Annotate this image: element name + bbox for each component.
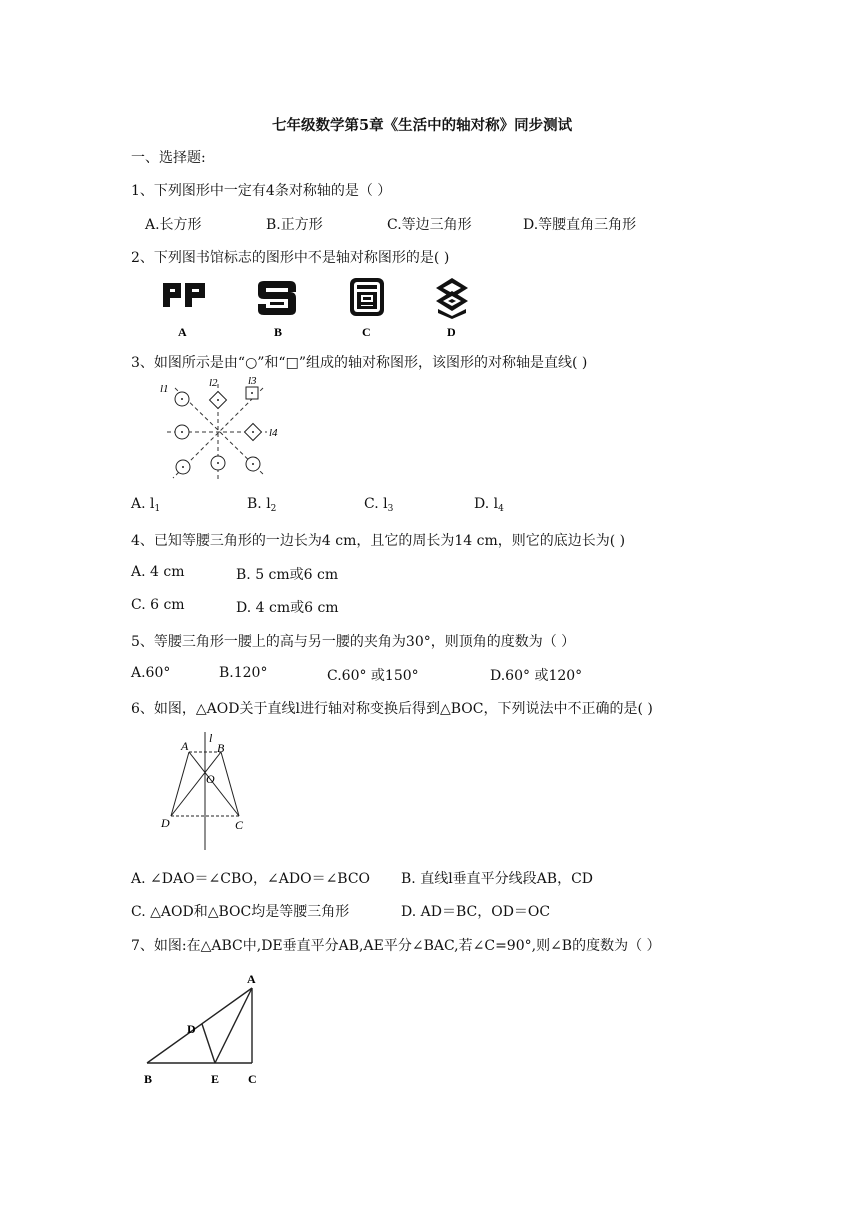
question-5-stem: 5、等腰三角形一腰上的高与另一腰的夹角为30°，则顶角的度数为（ ） — [131, 634, 576, 650]
q6-label-b: B — [217, 741, 225, 755]
question-7-stem: 7、如图:在△ABC中,DE垂直平分AB,AE平分∠BAC,若∠C=90°,则∠B的度数为（ ） — [131, 938, 661, 954]
q6-label-c: C — [235, 818, 244, 832]
q6-label-d: D — [161, 816, 170, 830]
q7-label-c: C — [248, 1072, 257, 1086]
q5-option-b[interactable]: B.120° — [219, 665, 268, 681]
q3-symmetry-figure — [155, 376, 295, 488]
q6-option-a[interactable]: A. ∠DAO＝∠CBO，∠ADO＝∠BCO — [131, 871, 371, 887]
library-logo-a-icon — [163, 283, 205, 307]
q5-option-c[interactable]: C.60° 或150° — [327, 668, 419, 684]
q7-label-b: B — [144, 1072, 153, 1086]
library-logo-c-icon — [350, 278, 384, 316]
question-1-stem: 1、下列图形中一定有4条对称轴的是（ ） — [131, 183, 392, 199]
section-heading: 一、选择题: — [131, 150, 206, 166]
q6-option-c[interactable]: C. △AOD和△BOC均是等腰三角形 — [131, 904, 350, 920]
question-6-stem: 6、如图，△AOD关于直线l进行轴对称变换后得到△BOC，下列说法中不正确的是( ) — [131, 701, 653, 717]
q1-option-c[interactable]: C.等边三角形 — [387, 217, 472, 233]
q1-option-d[interactable]: D.等腰直角三角形 — [523, 217, 637, 233]
q4-option-c[interactable]: C. 6 cm — [131, 597, 185, 613]
library-logo-d-icon — [436, 278, 468, 319]
q6-label-a: A — [181, 739, 189, 753]
q5-option-a[interactable]: A.60° — [131, 665, 171, 681]
q4-option-a[interactable]: A. 4 cm — [131, 564, 185, 580]
q2-label-c: C — [362, 325, 371, 339]
q3-label-l2: l2 — [209, 377, 218, 389]
q4-option-b[interactable]: B. 5 cm或6 cm — [236, 567, 339, 583]
q1-option-b[interactable]: B.正方形 — [266, 217, 323, 233]
q1-option-a[interactable]: A.长方形 — [145, 217, 202, 233]
q2-library-logos-figure — [150, 276, 480, 342]
q5-option-d[interactable]: D.60° 或120° — [490, 668, 583, 684]
q2-label-d: D — [447, 325, 456, 339]
q4-option-d[interactable]: D. 4 cm或6 cm — [236, 600, 339, 616]
q3-label-l4: l4 — [269, 427, 278, 439]
question-4-stem: 4、已知等腰三角形的一边长为4 cm，且它的周长为14 cm，则它的底边长为( ) — [131, 533, 626, 549]
q2-label-a: A — [178, 325, 187, 339]
question-2-stem: 2、下列图书馆标志的图形中不是轴对称图形的是( ) — [131, 250, 450, 266]
q3-option-b[interactable]: B. $l_2$ — [247, 496, 277, 514]
q6-option-d[interactable]: D. AD＝BC，OD＝OC — [401, 904, 551, 920]
library-logo-b-icon — [258, 281, 296, 315]
q3-label-l3: l3 — [248, 376, 257, 387]
q3-option-d[interactable]: D. $l_4$ — [474, 496, 504, 514]
q3-option-a[interactable]: A. $l_1$ — [131, 496, 161, 514]
question-3-stem: 3、如图所示是由“○”和“□”组成的轴对称图形，该图形的对称轴是直线( ) — [131, 355, 588, 371]
q7-label-d: D — [187, 1022, 196, 1036]
q7-triangle-figure — [140, 966, 270, 1090]
q6-geometry-figure — [155, 726, 265, 852]
q7-label-a: A — [247, 972, 256, 986]
q6-label-l: l — [209, 731, 213, 745]
q7-label-e: E — [211, 1072, 220, 1086]
q2-label-b: B — [274, 325, 283, 339]
q3-label-l1: l1 — [160, 383, 169, 395]
q6-option-b[interactable]: B. 直线l垂直平分线段AB，CD — [401, 871, 594, 887]
page-title: 七年级数学第5章《生活中的轴对称》同步测试 — [272, 117, 573, 134]
q3-option-c[interactable]: C. $l_3$ — [364, 496, 394, 514]
q6-label-o: O — [206, 772, 215, 786]
